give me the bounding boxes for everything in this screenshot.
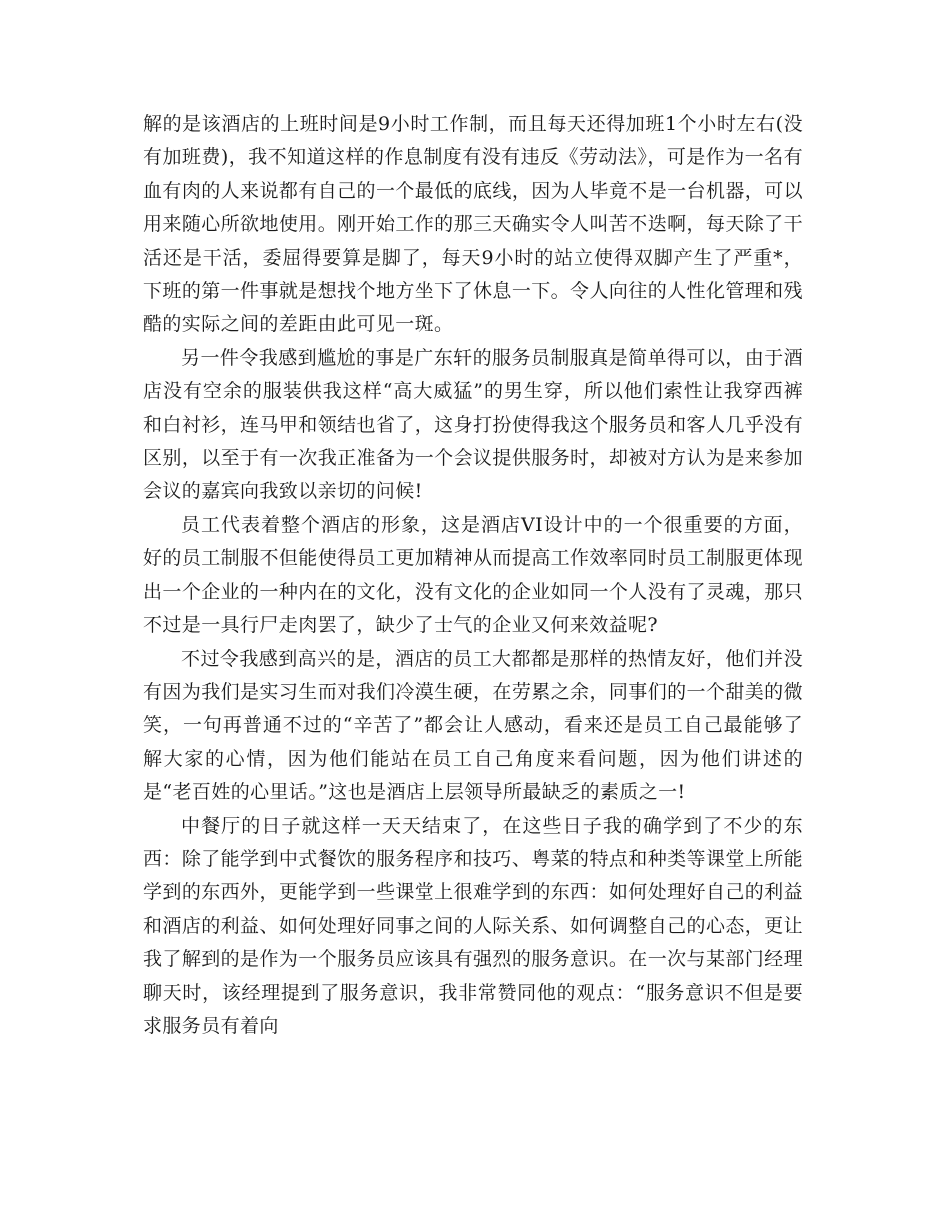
paragraph-lessons-learned: 中餐厅的日子就这样一天天结束了，在这些日子我的确学到了不少的东西：除了能学到中式餐饮的服务程序和技巧、粤菜的特点和种类等课堂上所能学到的东西外，更能学到一些课堂上很难学到的东西：如何处理好自己的利益和酒店的利益、如何处理好同事之间的人际关系、如何调整自己的心态，更让我了解到的是作为一个服务员应该具有强烈的服务意识。在一次与某部门经理聊天时，该经理提到了服务意识，我非常赞同他的观点：“服务意识不但是要求服务员有着向 [143, 814, 803, 1037]
paragraph-staff-friendliness: 不过令我感到高兴的是，酒店的员工大都都是那样的热情友好，他们并没有因为我们是实习生而对我们冷漠生硬，在劳累之余，同事们的一个甜美的微笑，一句再普通不过的“辛苦了”都会让人感动，看来还是员工自己最能够了解大家的心情，因为他们能站在员工自己角度来看问题，因为他们讲述的是“老百姓的心里话。”这也是酒店上层领导所最缺乏的素质之一! [143, 647, 803, 804]
document-page [143, 108, 803, 1043]
paragraph-uniform: 另一件令我感到尴尬的事是广东轩的服务员制服真是简单得可以，由于酒店没有空余的服装供我这样“高大威猛”的男生穿，所以他们索性让我穿西裤和白衬衫，连马甲和领结也省了，这身打扮使得我这个服务员和客人几乎没有区别，以至于有一次我正准备为一个会议提供服务时，却被对方认为是来参加会议的嘉宾向我致以亲切的问候! [143, 346, 803, 503]
paragraph-continued: 解的是该酒店的上班时间是9小时工作制，而且每天还得加班1个小时左右(没有加班费)，我不知道这样的作息制度有没有违反《劳动法》，可是作为一名有血有肉的人来说都有自己的一个最低的底线，因为人毕竟不是一台机器，可以用来随心所欲地使用。刚开始工作的那三天确实令人叫苦不迭啊，每天除了干活还是干活，委屈得要算是脚了，每天9小时的站立使得双脚产生了严重*，下班的第一件事就是想找个地方坐下了休息一下。令人向往的人性化管理和残酷的实际之间的差距由此可见一斑。 [143, 113, 803, 336]
paragraph-hotel-image: 员工代表着整个酒店的形象，这是酒店VI设计中的一个很重要的方面，好的员工制服不但能使得员工更加精神从而提高工作效率同时员工制服更体现出一个企业的一种内在的文化，没有文化的企业如同一个人没有了灵魂，那只不过是一具行尸走肉罢了，缺少了士气的企业又何来效益呢? [143, 513, 803, 637]
